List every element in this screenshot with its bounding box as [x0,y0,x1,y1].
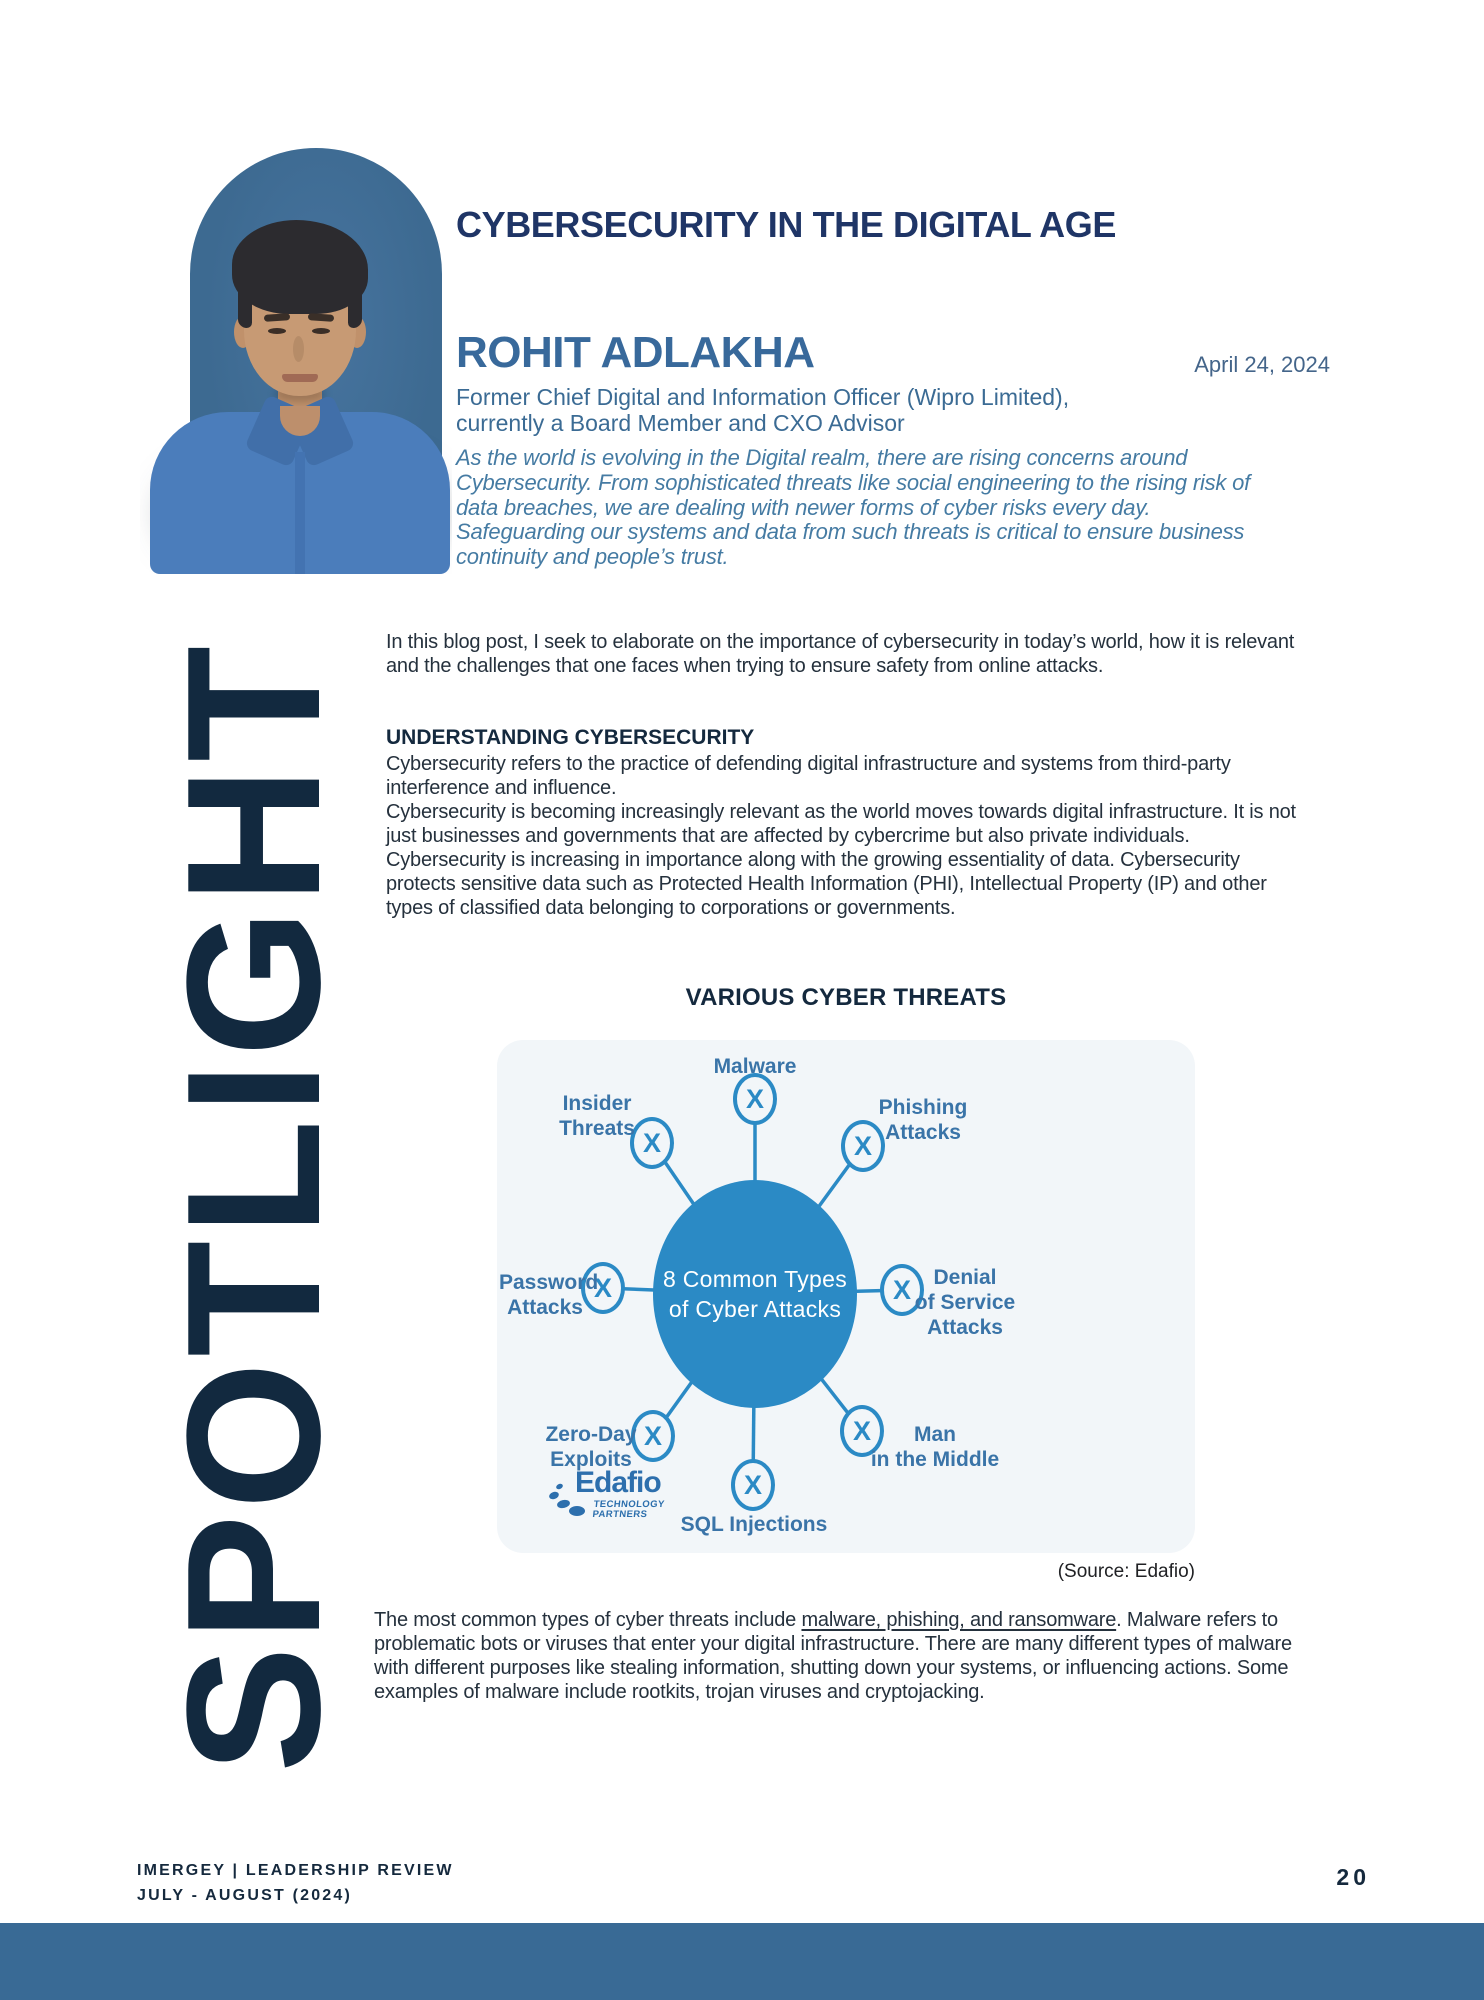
intro-paragraph: In this blog post, I seek to elaborate on the importance of cybersecurity in today’s world, how it is relevant and the challenges that one faces when trying to ensure safety from online attacks. [386,631,1295,677]
node-password-attacks-label [499,1270,599,1320]
intro-quote: As the world is evolving in the Digital realm, there are rising concerns around Cybersecurity. From sophisticated threats like social engineering to the rising risk of data breaches, we are dealing with newer forms of cyber risks every day. Safeguarding our systems and data from such threats is critical to ensure business continuity and people’s trust. [456,445,1251,570]
portrait-nose [293,336,304,362]
edafio-logo-subtext-line2: PARTNERS [591,1509,648,1520]
portrait-sideburn-left [238,270,252,328]
diagram-center-line1: 8 Common Types [662,1266,848,1292]
node-dos-line1: Denial [933,1266,997,1289]
source-caption: (Source: Edafio) [1057,1561,1195,1582]
node-zero-day-x-icon: X [631,1410,675,1462]
node-password-attacks-x-icon: X [581,1262,625,1314]
section-heading-understanding-cybersecurity: UNDERSTANDING CYBERSECURITY [386,726,755,749]
author-photo [140,148,452,574]
node-denial-of-service-x-icon: X [880,1264,924,1316]
footer-publication [137,1858,454,1908]
closing-paragraph [374,1608,1320,1704]
article-date: April 24, 2024 [1194,352,1330,377]
spotlight-vertical-label: SPOTLIGHT [148,640,360,1773]
closing-underlined-terms: malware, phishing, and ransomware [801,1609,1117,1631]
author-name: ROHIT ADLAKHA [456,328,815,377]
node-zeroday-line1: Zero-Day [545,1423,637,1446]
node-phishing-attacks-x-icon: X [841,1120,885,1172]
edafio-logo-dot [569,1506,585,1516]
author-role-line1: Former Chief Digital and Information Officer (Wipro Limited), [456,384,1070,410]
node-malware-x-icon: X [733,1073,777,1125]
portrait-eye-right [312,328,330,334]
edafio-logo-subtext-line1: TECHNOLOGY [593,1499,666,1510]
diagram-center-line2: of Cyber Attacks [668,1296,842,1322]
node-phishing-line1: Phishing [878,1096,968,1119]
section-understanding-paragraphs [386,752,1314,920]
node-dos-line3: Attacks [927,1316,1003,1339]
section-paragraph-2: Cybersecurity is becoming increasingly relevant as the world moves towards digital infrastructure. It is not just businesses and governments that are affected by cybercrime but also private individuals. [386,801,1296,847]
edafio-logo-subtext [592,1500,665,1520]
section-paragraph-1: Cybersecurity refers to the practice of defending digital infrastructure and systems from third-party interference and influence. [386,753,1231,799]
node-sql-injections-label: SQL Injections [680,1513,828,1536]
article-title: CYBERSECURITY IN THE DIGITAL AGE [456,204,1116,245]
node-malware-label: Malware [713,1055,797,1078]
node-zeroday-line2: Exploits [550,1448,632,1471]
node-insider-line1: Insider [562,1092,632,1115]
portrait-shirt-placket [295,452,305,574]
node-denial-of-service-label [905,1265,1025,1340]
section-paragraph-3: Cybersecurity is increasing in importance along with the growing essentiality of data. Cybersecurity protects sensitive data such as Protected Health Information (PHI), Intellectual Property (IP) and other types of classified data belonging to corporations or governments. [386,849,1267,919]
node-dos-line2: of Service [914,1291,1016,1314]
node-phishing-line2: Attacks [885,1121,961,1144]
node-insider-line2: Threats [559,1117,635,1140]
node-man-in-the-middle-x-icon: X [840,1405,884,1457]
portrait-mouth [282,374,318,382]
diagram-center-circle [653,1180,857,1408]
diagram-heading-various-cyber-threats: VARIOUS CYBER THREATS [685,984,1007,1011]
closing-text-before: The most common types of cyber threats include [374,1609,802,1631]
footer-publication-line1: IMERGEY | LEADERSHIP REVIEW [137,1862,454,1879]
node-password-line1: Password [499,1271,599,1294]
footer-publication-line2: JULY - AUGUST (2024) [137,1887,353,1904]
node-mitm-line1: Man [914,1423,956,1446]
closing-text-after: . Malware refers to problematic bots or viruses that enter your digital infrastructure. There are many different types of malware with different purposes like stealing information, shutting down your systems, or influencing actions. Some examples of malware include rootkits, trojan viruses and cryptojacking. [374,1609,1292,1703]
node-password-line2: Attacks [507,1296,583,1319]
node-phishing-attacks-label [853,1095,993,1145]
cyber-attacks-diagram [497,1040,1195,1553]
node-insider-threats-x-icon: X [630,1117,674,1169]
author-role [456,384,1069,436]
node-sql-injections-x-icon: X [731,1459,775,1511]
node-man-in-the-middle-label [865,1422,1005,1472]
author-role-line2: currently a Board Member and CXO Advisor [456,410,905,436]
node-zero-day-exploits-label [521,1422,661,1472]
edafio-logo-wordmark: Edafio [575,1466,661,1499]
footer-band [0,1923,1484,2000]
node-mitm-line2: in the Middle [870,1448,1000,1471]
portrait-sideburn-right [348,270,362,328]
portrait-eye-left [268,328,286,334]
page-number: 20 [1336,1864,1370,1890]
node-insider-threats-label [527,1091,667,1141]
